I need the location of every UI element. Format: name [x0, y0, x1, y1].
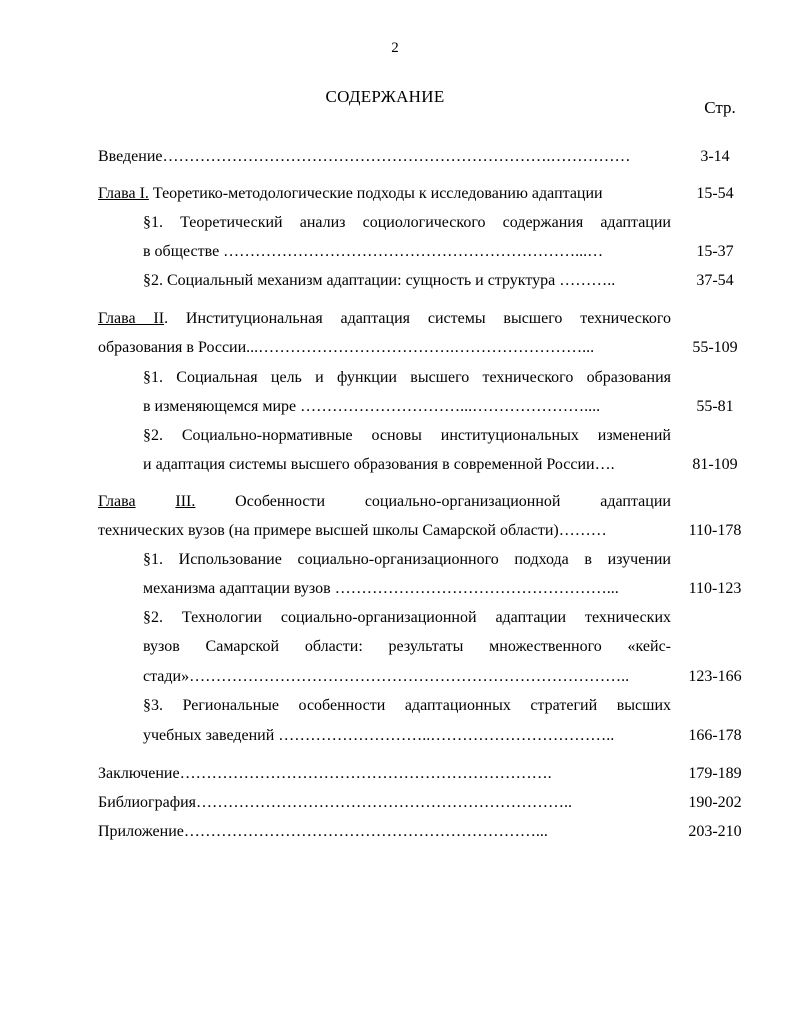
toc-appendix-pages: 203-210 [688, 823, 742, 840]
ch3-sec1-pages: 110-123 [688, 580, 742, 597]
ch3-sec1-line2: механизма адаптации вузов ……………………………………………... [143, 580, 619, 597]
ch3-sec3-pages: 166-178 [688, 727, 742, 744]
page-title: СОДЕРЖАНИЕ [325, 87, 445, 106]
toc-appendix-dots: …………………………………………………………... [183, 823, 548, 840]
toc-intro-label: Введение [98, 148, 163, 165]
chapter-1-pages: 15-54 [696, 185, 734, 202]
ch3-sec2-line1: §2. Технологии социально-организационной адаптации технических [143, 609, 671, 626]
ch2-sec2-line1: §2. Социально-нормативные основы институциональных изменений [143, 427, 671, 444]
chapter-3-line2: технических вузов (на примере высшей школы Самарской области)……… [98, 522, 607, 539]
chapter-3-pages: 110-178 [688, 522, 742, 539]
ch3-sec2-line2: вузов Самарской области: результаты множественного «кейс- [143, 638, 671, 655]
toc-bibliography-label: Библиография [98, 794, 196, 811]
page-column-label: Стр. [704, 98, 736, 117]
chapter-1-prefix: Глава I. [98, 185, 149, 202]
ch1-sec2-line1: §2. Социальный механизм адаптации: сущность и структура ……….. [143, 272, 616, 289]
ch2-sec2-line2: и адаптация системы высшего образования в современной России…. [143, 456, 615, 473]
chapter-3-prefix: Глава [98, 493, 136, 510]
toc-intro-dots: ……………………………………………………………….…………… [162, 148, 631, 165]
toc-appendix-label: Приложение [98, 823, 184, 840]
chapter-3-word-3: адаптации [600, 493, 671, 510]
ch1-sec1-pages: 15-37 [696, 243, 734, 260]
chapter-3-line1 [98, 492, 671, 512]
ch3-sec2-line3: стади»……………………………………………………………………….. [143, 668, 630, 685]
ch2-sec2-pages: 81-109 [692, 456, 738, 473]
page-number: 2 [391, 40, 399, 56]
ch2-sec1-pages: 55-81 [696, 398, 734, 415]
ch3-sec3-line2: учебных заведений ………………………..…………………………….. [143, 727, 615, 744]
toc-conclusion-pages: 179-189 [688, 765, 742, 782]
toc-bibliography-pages: 190-202 [688, 794, 742, 811]
ch3-sec2-pages: 123-166 [688, 668, 742, 685]
ch1-sec2-pages: 37-54 [696, 272, 734, 289]
chapter-3-word-1: Особенности [235, 493, 326, 510]
ch3-sec1-line1: §1. Использование социально-организационного подхода в изучении [143, 551, 671, 568]
ch2-sec1-line1: §1. Социальная цель и функции высшего технического образования [143, 369, 671, 386]
chapter-1-title: Теоретико-методологические подходы к исследованию адаптации [148, 185, 603, 202]
ch2-sec1-line2: в изменяющемся мире …………………………...………………….... [143, 398, 601, 415]
chapter-2-pages: 55-109 [692, 339, 738, 356]
chapter-2-prefix: Глава II [98, 310, 165, 327]
ch3-sec3-line1: §3. Региональные особенности адаптационных стратегий высших [143, 697, 671, 714]
toc-conclusion-label: Заключение [98, 765, 180, 782]
toc-conclusion-dots: ……………………………………………………………. [179, 765, 552, 782]
ch1-sec1-line1: §1. Теоретический анализ социологического содержания адаптации [143, 214, 671, 231]
ch1-sec1-line2: в обществе …………………………………………………………...… [143, 243, 604, 260]
chapter-3-prefix-num: III. [175, 493, 196, 510]
toc-bibliography-dots: …………………………………………………………….. [196, 794, 572, 811]
chapter-3-word-2: социально-организационной [364, 493, 561, 510]
toc-intro-pages: 3-14 [700, 148, 730, 165]
chapter-2-line1: . Институциональная адаптация системы высшего технического [164, 310, 672, 327]
chapter-2-line2: образования в России...……………………………….……………………... [98, 339, 595, 356]
